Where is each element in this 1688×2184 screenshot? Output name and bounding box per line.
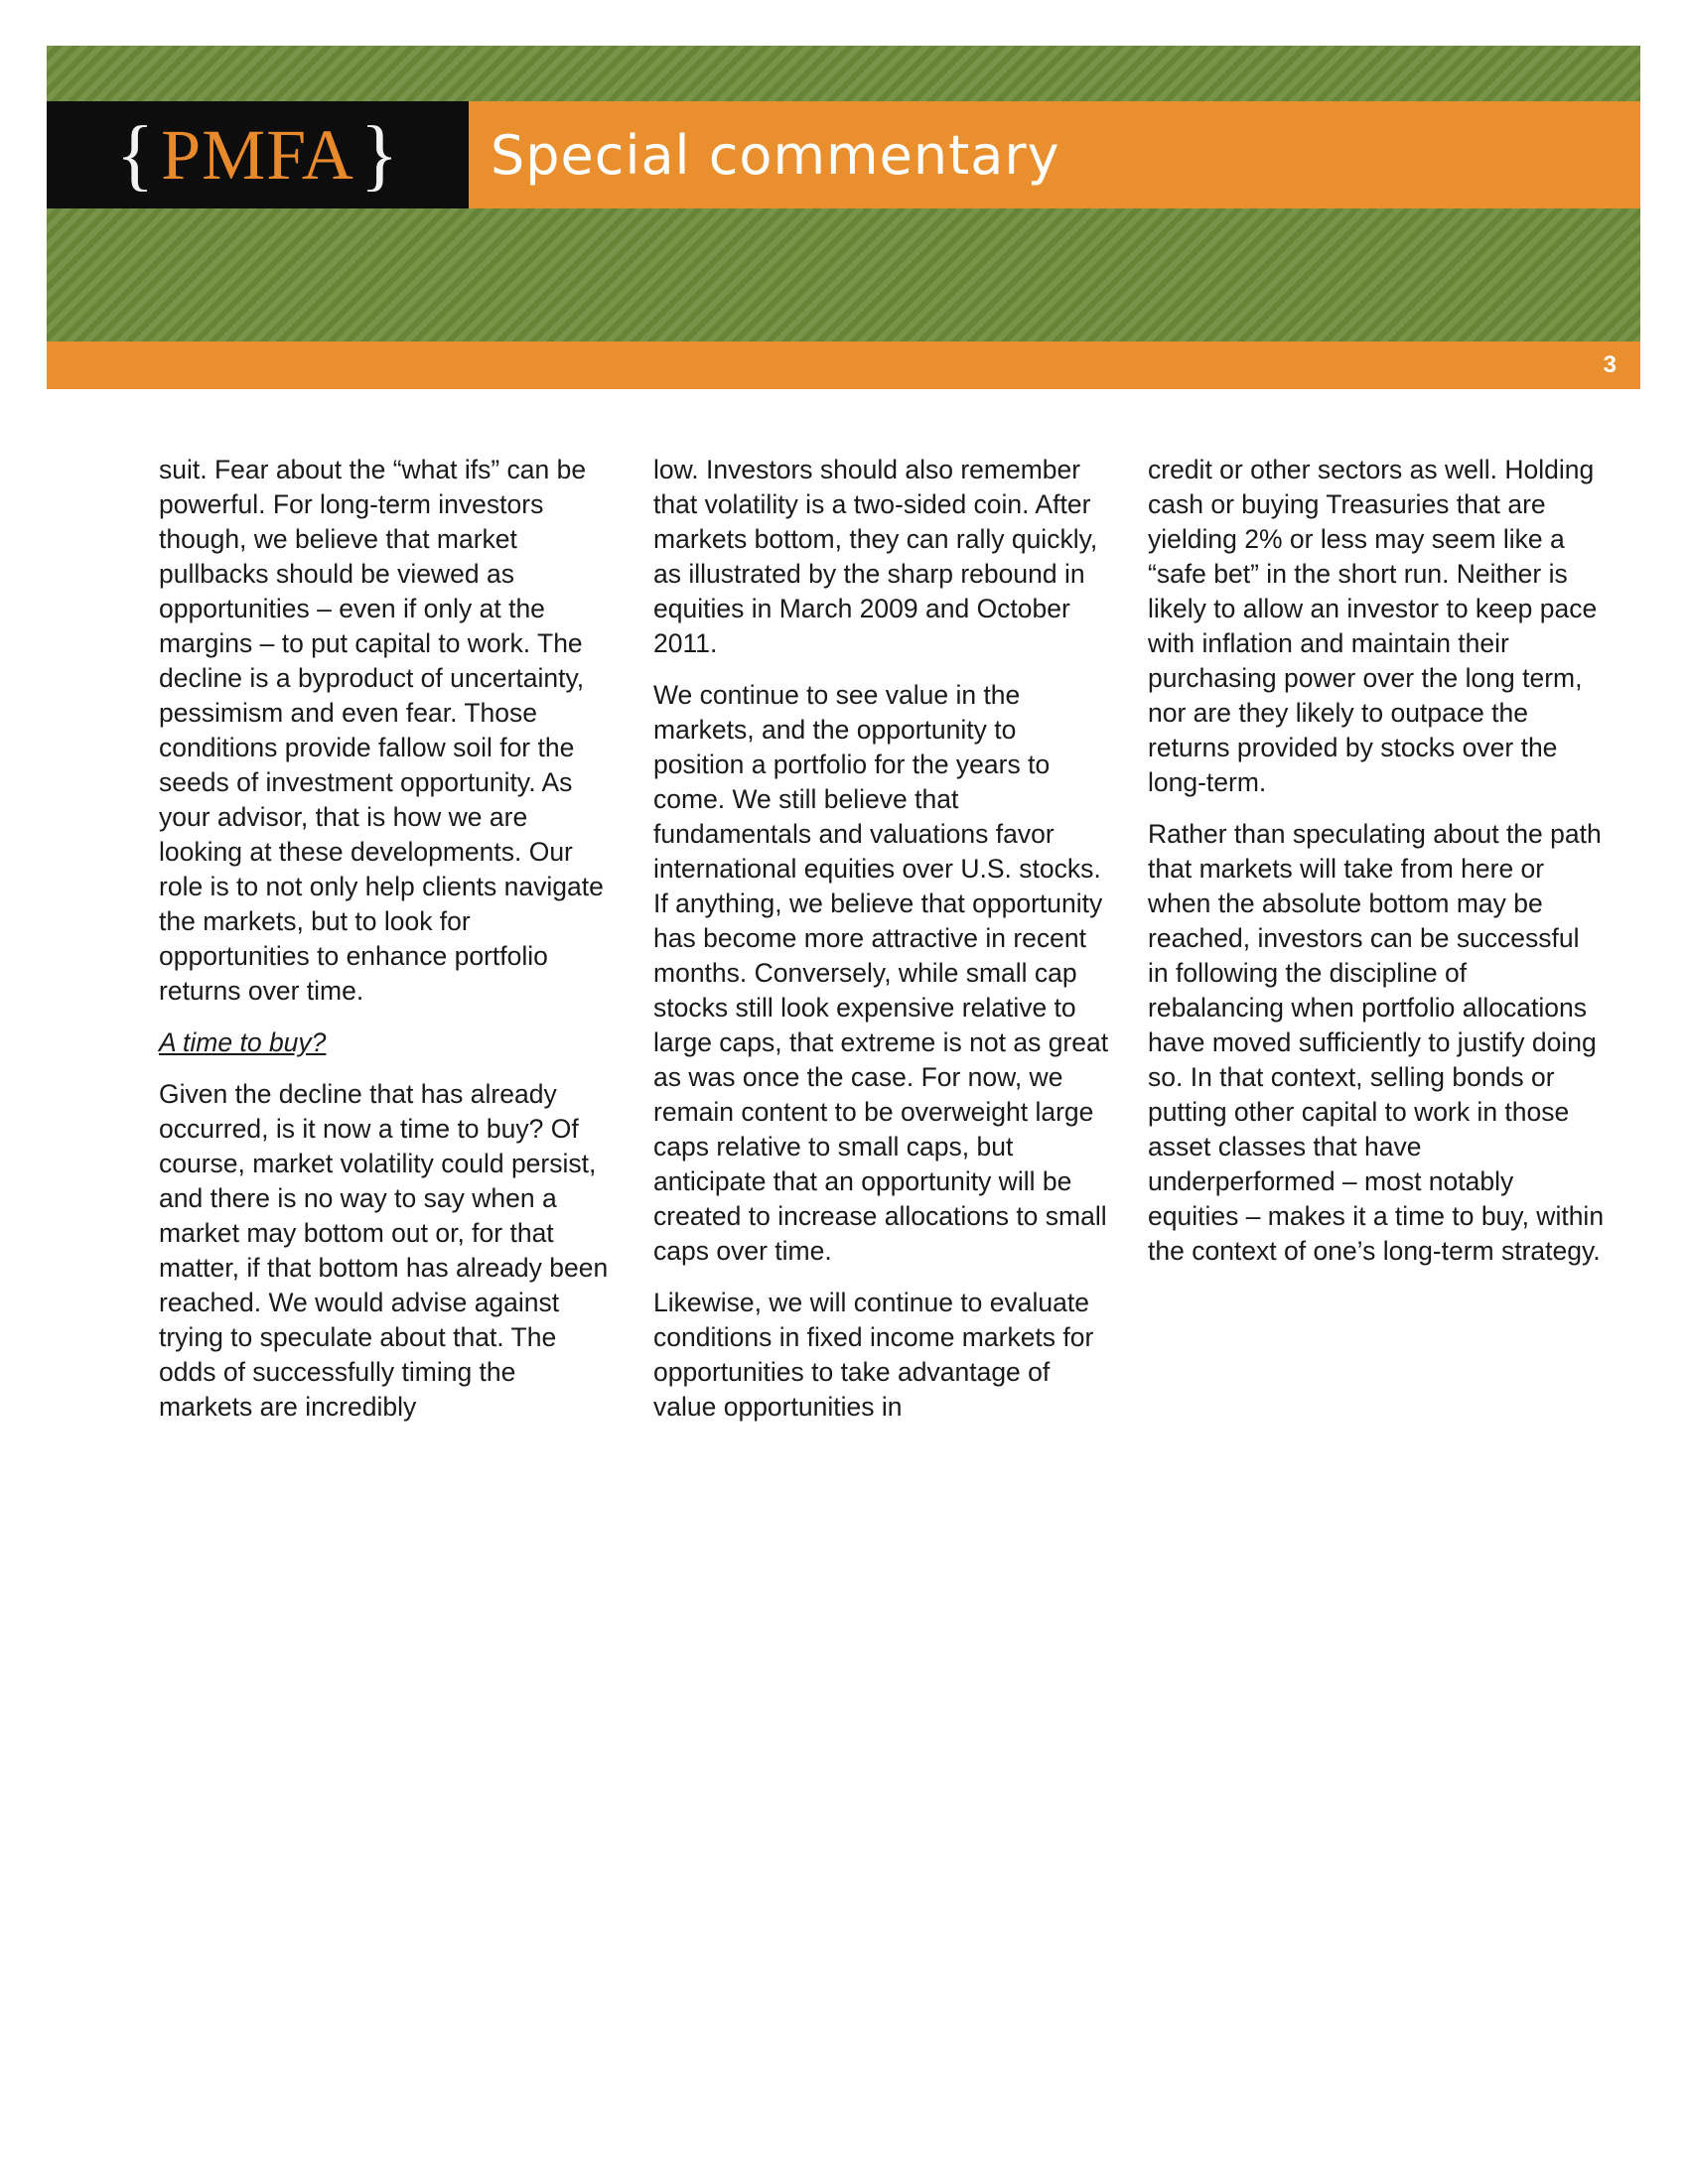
logo [47,101,469,208]
paragraph: Given the decline that has already occurred, is it now a time to buy? Of course, market volatility could persist, and there is no way to say when a market may bottom out or, for that matter, if that bottom has already been reached. We would advise against trying to speculate about that. The odds of successfully timing the markets are incredibly [159,1079,609,1422]
title-block [469,101,1640,208]
paragraph: credit or other sectors as well. Holding cash or buying Treasuries that are yielding 2% or less may seem like a “safe bet” in the short run. Neither is likely to allow an investor to keep pace with inflation and maintain their purchasing power over the long term, nor are they likely to outpace the returns provided by stocks over the long-term. [1148,455,1598,797]
paragraph: We continue to see value in the markets, and the opportunity to position a portfolio for the years to come. We still believe that fundamentals and valuations favor international equities over U.S. stocks. If anything, we believe that opportunity has become more attractive in recent months. Conversely, while small cap stocks still look expensive relative to large caps, that extreme is not as great as was once the case. For now, we remain content to be overweight large caps relative to small caps, but anticipate that an opportunity will be created to increase allocations to small caps over time. [653,680,1109,1266]
logo-brace-close: } [359,111,400,199]
paragraph: Rather than speculating about the path that markets will take from here or when the absolute bottom may be reached, investors can be successful in following the discipline of rebalancing when portfolio allocations have moved sufficiently to justify doing so. In that context, selling bonds or putting other capital to work in those asset classes that have underperformed – most notably equities – makes it a time to buy, within the context of one’s long-term strategy. [1148,819,1605,1266]
column-3 [1148,453,1605,1286]
page-title: Special commentary [491,123,1060,187]
paragraph: suit. Fear about the “what ifs” can be powerful. For long-term investors though, we believe that market pullbacks should be viewed as opportunities – even if only at the margins – to put capital to work. The decline is a byproduct of uncertainty, pessimism and even fear. Those conditions provide fallow soil for the seeds of investment opportunity. As your advisor, that is how we are looking at these developments. Our role is to not only help clients navigate the markets, but to look for opportunities to enhance portfolio returns over time. [159,455,604,1006]
banner-title-band [47,101,1640,208]
page-number-bar [47,341,1640,389]
column-2 [653,453,1110,1441]
column-1 [159,453,616,1441]
logo-name: PMFA [161,115,354,195]
logo-brace-open: { [115,111,156,199]
banner-pattern-top [47,46,1640,101]
paragraph: low. Investors should also remember that volatility is a two-sided coin. After markets bottom, they can rally quickly, as illustrated by the sharp rebound in equities in March 2009 and October 2011. [653,455,1098,658]
header-banner [47,46,1640,389]
section-subheading: A time to buy? [159,1027,327,1057]
page-number: 3 [1603,351,1617,378]
paragraph: Likewise, we will continue to evaluate conditions in fixed income markets for opportunities to take advantage of value opportunities in [653,1288,1094,1422]
banner-pattern-bottom [47,208,1640,341]
